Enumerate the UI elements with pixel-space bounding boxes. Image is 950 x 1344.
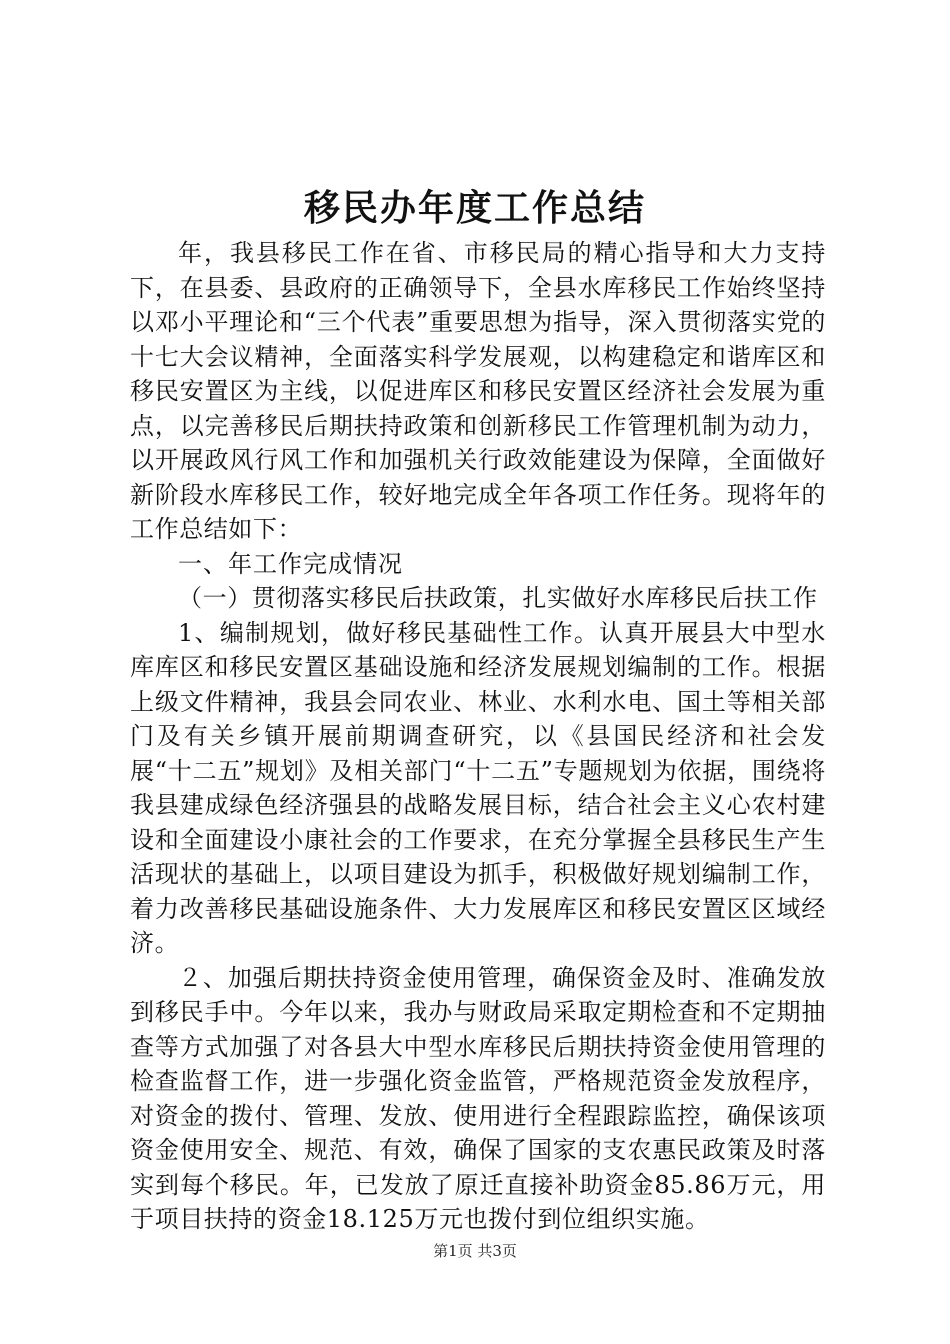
paragraph-intro: 年，我县移民工作在省、市移民局的精心指导和大力支持下，在县委、县政府的正确领导下，全县水库移民工作始终坚持以邓小平理论和“三个代表”重要思想为指导，深入贯彻落实党的十七大会议精神，全面落实科学发展观，以构建稳定和谐库区和移民安置区为主线，以促进库区和移民安置区经济社会发展为重点，以完善移民后期扶持政策和创新移民工作管理机制为动力，以开展政风行风工作和加强机关行政效能建设为保障，全面做好新阶段水库移民工作，较好地完成全年各项工作任务。现将年的工作总结如下：	[130, 239, 826, 543]
section-heading: 一、年工作完成情况	[178, 549, 403, 578]
page-footer: 第1页 共3页	[433, 1242, 517, 1260]
document-body	[130, 236, 826, 1237]
paragraph-item-2: ２、加强后期扶持资金使用管理，确保资金及时、准确发放到移民手中。今年以来，我办与财政局采取定期检查和不定期抽查等方式加强了对各县大中型水库移民后期扶持资金使用管理的检查监督工作，进一步强化资金监管，严格规范资金发放程序，对资金的拨付、管理、发放、使用进行全程跟踪监控，确保该项资金使用安全、规范、有效，确保了国家的支农惠民政策及时落实到每个移民。年，已发放了原迁直接补助资金85.86万元，用于项目扶持的资金18.125万元也拨付到位组织实施。	[130, 963, 826, 1233]
paragraph-item-1: 1、编制规划，做好移民基础性工作。认真开展县大中型水库库区和移民安置区基础设施和经济发展规划编制的工作。根据上级文件精神，我县会同农业、林业、水利水电、国土等相关部门及有关乡镇开展前期调查研究，以《县国民经济和社会发展“十二五”规划》及相关部门“十二五”专题规划为依据，围绕将我县建成绿色经济强县的战略发展目标，结合社会主义心农村建设和全面建设小康社会的工作要求，在充分掌握全县移民生产生活现状的基础上，以项目建设为抓手，积极做好规划编制工作，着力改善移民基础设施条件、大力发展库区和移民安置区区域经济。	[130, 618, 826, 957]
document-title: 移民办年度工作总结	[303, 187, 646, 229]
subsection-heading: （一）贯彻落实移民后扶政策，扎实做好水库移民后扶工作	[178, 584, 818, 612]
